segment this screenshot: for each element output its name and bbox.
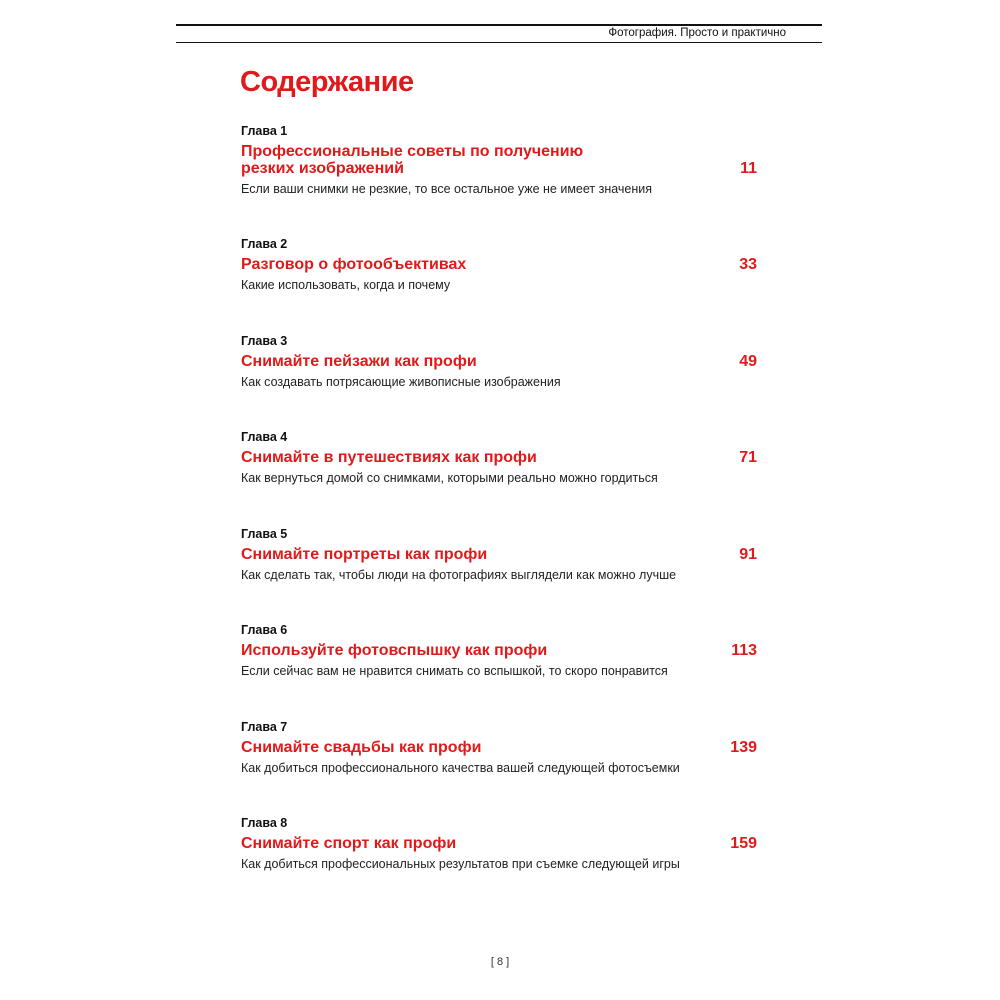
chapter-title[interactable]: Разговор о фотообъективах — [241, 256, 467, 273]
chapter-page-number[interactable]: 113 — [731, 642, 757, 659]
chapter-heading-row — [241, 546, 757, 563]
chapter-title[interactable]: Снимайте пейзажи как профи — [241, 352, 477, 370]
chapter-title[interactable]: Снимайте свадьбы как профи — [241, 738, 482, 756]
chapter-page-number[interactable]: 91 — [739, 545, 757, 563]
chapter-title[interactable]: Снимайте спорт как профи — [241, 835, 457, 852]
chapter-page-number[interactable]: 159 — [730, 835, 757, 852]
chapter-heading-row — [241, 642, 757, 659]
page-number: [ 8 ] — [490, 956, 510, 968]
chapter-label: Глава 4 — [241, 430, 288, 444]
chapter-page-number[interactable]: 49 — [739, 352, 757, 370]
chapter-page-number[interactable]: 71 — [739, 449, 757, 466]
running-header-title: Фотография. Просто и практично — [608, 27, 786, 39]
toc-entry-chapter-4[interactable] — [241, 430, 757, 527]
toc-entry-chapter-7[interactable] — [241, 720, 757, 817]
chapter-description: Как добиться профессиональных результатов при съемке следующей игры — [241, 857, 680, 871]
table-of-contents — [241, 124, 757, 913]
chapter-page-number[interactable]: 11 — [740, 160, 757, 177]
chapter-description: Как вернуться домой со снимками, которыми реально можно гордиться — [241, 471, 658, 485]
chapter-description: Если сейчас вам не нравится снимать со вспышкой, то скоро понравится — [241, 664, 668, 678]
chapter-label: Глава 5 — [241, 526, 288, 541]
chapter-page-number[interactable]: 33 — [739, 256, 757, 273]
chapter-description: Какие использовать, когда и почему — [241, 278, 451, 292]
chapter-description: Как сделать так, чтобы люди на фотографиях выглядели как можно лучше — [241, 567, 677, 582]
toc-entry-chapter-5[interactable] — [241, 527, 757, 624]
toc-entry-chapter-3[interactable] — [241, 334, 757, 431]
chapter-heading-row — [241, 256, 757, 273]
chapter-page-number[interactable]: 139 — [730, 738, 757, 756]
chapter-description: Если ваши снимки не резкие, то все остальное уже не имеет значения — [241, 182, 653, 196]
toc-entry-chapter-6[interactable] — [241, 623, 757, 720]
chapter-label: Глава 7 — [241, 719, 288, 734]
chapter-title[interactable]: Профессиональные советы по получению резких изображений — [241, 143, 584, 177]
chapter-heading-row — [241, 835, 757, 852]
chapter-label: Глава 1 — [241, 124, 288, 138]
toc-entry-chapter-8[interactable] — [241, 816, 757, 913]
chapter-label: Глава 3 — [241, 333, 288, 348]
chapter-label: Глава 2 — [241, 237, 288, 251]
chapter-label: Глава 8 — [241, 816, 288, 830]
chapter-label: Глава 6 — [241, 623, 288, 637]
chapter-heading-row — [241, 143, 757, 177]
chapter-title[interactable]: Снимайте портреты как профи — [241, 545, 488, 563]
chapter-heading-row — [241, 353, 757, 370]
toc-entry-chapter-2[interactable] — [241, 237, 757, 334]
chapter-description: Как создавать потрясающие живописные изображения — [241, 374, 561, 389]
chapter-title[interactable]: Используйте фотовспышку как профи — [241, 642, 548, 659]
toc-entry-chapter-1[interactable] — [241, 124, 757, 237]
chapter-description: Как добиться профессионального качества вашей следующей фотосъемки — [241, 760, 680, 775]
chapter-heading-row — [241, 739, 757, 756]
chapter-heading-row — [241, 449, 757, 466]
page-title: Содержание — [240, 66, 414, 98]
chapter-title[interactable]: Снимайте в путешествиях как профи — [241, 449, 537, 466]
